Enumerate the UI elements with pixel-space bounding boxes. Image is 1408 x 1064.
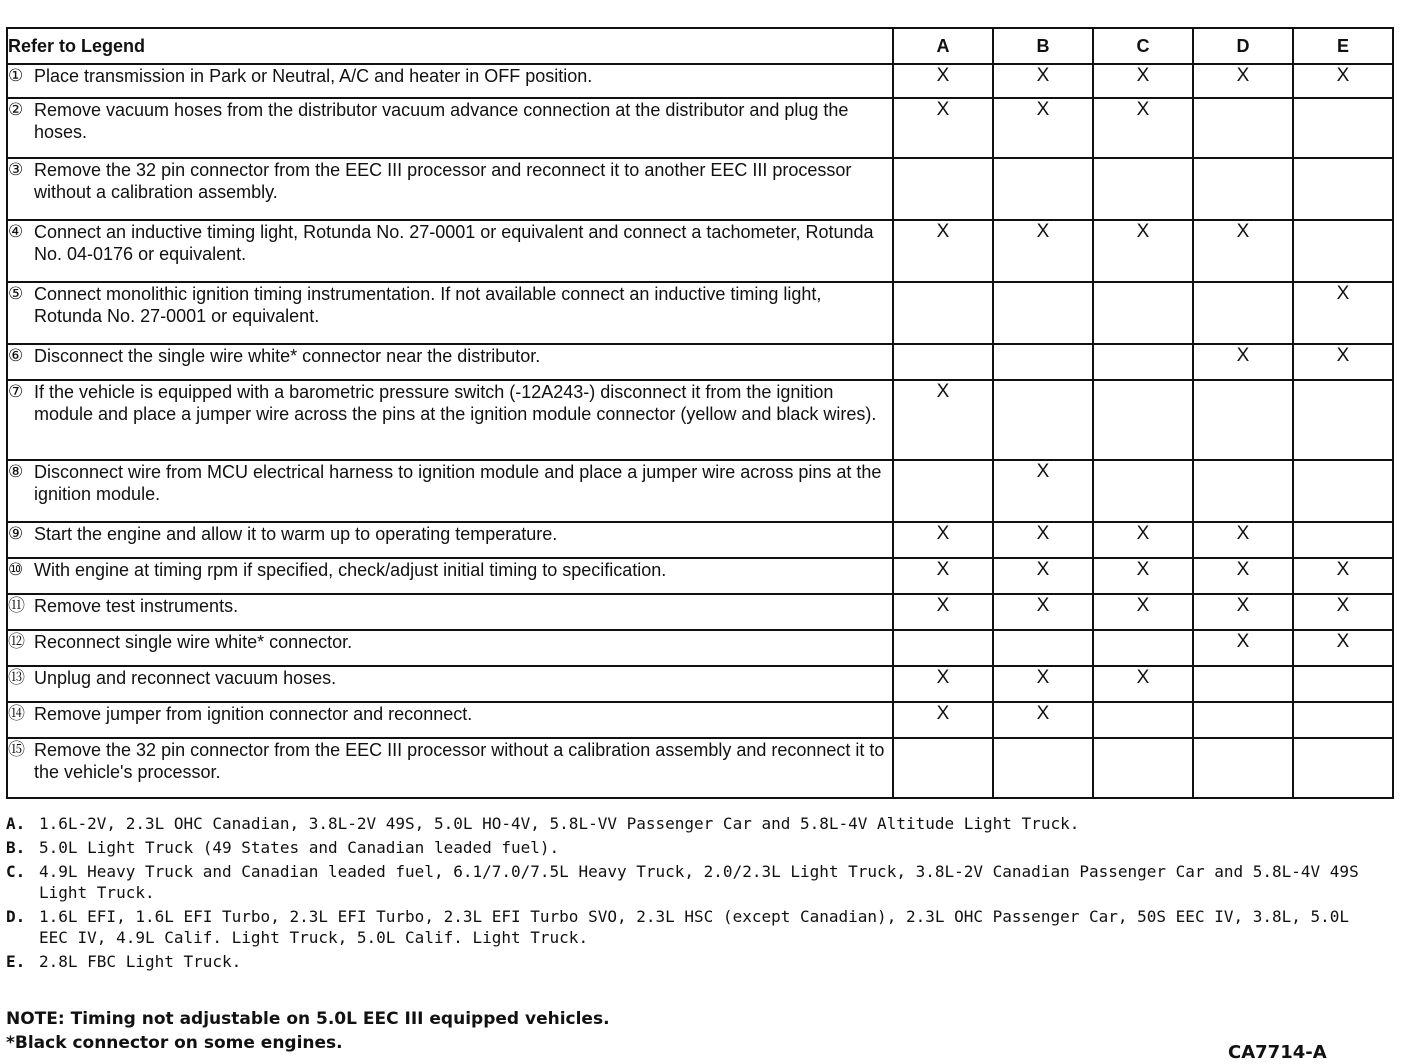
column-header-e: E [1293, 28, 1393, 64]
legend-text: 1.6L-2V, 2.3L OHC Canadian, 3.8L-2V 49S, 5.0L HO-4V, 5.8L-VV Passenger Car and 5.8L-4V Altitude Light Truck. [39, 814, 1080, 833]
mark-cell-e [1293, 702, 1393, 738]
step-text: Reconnect single wire white* connector. [34, 632, 353, 652]
step-cell [7, 630, 893, 666]
mark-cell-d [1193, 460, 1293, 522]
mark-cell-c: X [1093, 522, 1193, 558]
column-header-d: D [1193, 28, 1293, 64]
mark-cell-a: X [893, 380, 993, 460]
legend [6, 813, 1386, 975]
step-text: If the vehicle is equipped with a barometric pressure switch (-12A243-) disconnect it from the ignition module and place a jumper wire across the pins at the ignition module connector (yellow and black wires). [34, 382, 877, 424]
mark-cell-b: X [993, 522, 1093, 558]
mark-cell-c [1093, 158, 1193, 220]
mark-cell-a [893, 630, 993, 666]
mark-cell-b [993, 158, 1093, 220]
mark-cell-a [893, 460, 993, 522]
mark-cell-e: X [1293, 282, 1393, 344]
mark-cell-d: X [1193, 594, 1293, 630]
step-number: ⑪ [8, 596, 25, 615]
legend-item [6, 837, 1386, 858]
step-cell [7, 666, 893, 702]
mark-cell-c: X [1093, 666, 1193, 702]
mark-cell-e: X [1293, 344, 1393, 380]
mark-cell-d: X [1193, 522, 1293, 558]
timing-procedure-table [6, 27, 1394, 799]
mark-cell-b: X [993, 702, 1093, 738]
mark-cell-d: X [1193, 558, 1293, 594]
step-cell [7, 522, 893, 558]
mark-cell-b: X [993, 220, 1093, 282]
mark-cell-c [1093, 630, 1193, 666]
step-number: ⑮ [8, 740, 25, 759]
mark-cell-d: X [1193, 630, 1293, 666]
mark-cell-c: X [1093, 64, 1193, 98]
step-number: ③ [8, 160, 24, 179]
mark-cell-d: X [1193, 64, 1293, 98]
mark-cell-b: X [993, 460, 1093, 522]
mark-cell-c: X [1093, 98, 1193, 158]
notes [6, 1007, 610, 1055]
mark-cell-e: X [1293, 594, 1393, 630]
mark-cell-e [1293, 666, 1393, 702]
table-row [7, 344, 1393, 380]
legend-item [6, 813, 1386, 834]
table-row [7, 158, 1393, 220]
step-number: ⑧ [8, 462, 24, 481]
mark-cell-e [1293, 98, 1393, 158]
mark-cell-a [893, 158, 993, 220]
mark-cell-e [1293, 522, 1393, 558]
step-text: Remove the 32 pin connector from the EEC III processor without a calibration assembly and reconnect it to the vehicle's processor. [34, 740, 885, 782]
table-header-row [7, 28, 1393, 64]
step-cell [7, 220, 893, 282]
mark-cell-b: X [993, 594, 1093, 630]
step-text: Disconnect the single wire white* connector near the distributor. [34, 346, 541, 366]
mark-cell-b [993, 738, 1093, 798]
legend-letter: A. [6, 814, 26, 833]
step-number: ① [8, 66, 24, 85]
table-row [7, 220, 1393, 282]
legend-text: 4.9L Heavy Truck and Canadian leaded fuel, 6.1/7.0/7.5L Heavy Truck, 2.0/2.3L Light Truck, 3.8L-2V Canadian Passenger Car and 5.8L-4V 49S Light Truck. [39, 862, 1359, 902]
mark-cell-e [1293, 220, 1393, 282]
mark-cell-a: X [893, 64, 993, 98]
step-cell [7, 558, 893, 594]
mark-cell-a: X [893, 220, 993, 282]
mark-cell-a [893, 738, 993, 798]
mark-cell-c [1093, 738, 1193, 798]
table-row [7, 558, 1393, 594]
step-cell [7, 702, 893, 738]
table-row [7, 282, 1393, 344]
table-row [7, 380, 1393, 460]
table-row [7, 64, 1393, 98]
mark-cell-b [993, 344, 1093, 380]
mark-cell-b: X [993, 666, 1093, 702]
step-number: ⑤ [8, 284, 24, 303]
table-row [7, 630, 1393, 666]
mark-cell-c [1093, 702, 1193, 738]
legend-letter: B. [6, 838, 26, 857]
step-cell [7, 98, 893, 158]
step-number: ⑬ [8, 668, 25, 687]
mark-cell-e: X [1293, 64, 1393, 98]
step-text: Remove the 32 pin connector from the EEC III processor and reconnect it to another EEC III processor without a calibration assembly. [34, 160, 852, 202]
mark-cell-c [1093, 380, 1193, 460]
mark-cell-e [1293, 738, 1393, 798]
step-number: ⑭ [8, 704, 25, 723]
legend-item [6, 906, 1386, 948]
step-text: Place transmission in Park or Neutral, A/C and heater in OFF position. [34, 66, 593, 86]
legend-text: 5.0L Light Truck (49 States and Canadian leaded fuel). [39, 838, 560, 857]
column-header-c: C [1093, 28, 1193, 64]
figure-code: CA7714-A [1228, 1042, 1327, 1063]
steps-body [7, 64, 1393, 798]
mark-cell-d [1193, 282, 1293, 344]
mark-cell-c: X [1093, 594, 1193, 630]
mark-cell-d [1193, 380, 1293, 460]
step-number: ④ [8, 222, 24, 241]
mark-cell-c [1093, 344, 1193, 380]
step-cell [7, 282, 893, 344]
legend-text: 1.6L EFI, 1.6L EFI Turbo, 2.3L EFI Turbo, 2.3L EFI Turbo SVO, 2.3L HSC (except Canadian), 2.3L OHC Passenger Car, 50S EEC IV, 3.8L, 5.0L EEC IV, 4.9L Calif. Light Truck, 5.0L Calif. Light Truck. [39, 907, 1350, 947]
mark-cell-a: X [893, 522, 993, 558]
step-cell [7, 158, 893, 220]
mark-cell-b [993, 380, 1093, 460]
table-row [7, 738, 1393, 798]
step-text: Remove jumper from ignition connector and reconnect. [34, 704, 473, 724]
step-number: ⑨ [8, 524, 24, 543]
mark-cell-a [893, 344, 993, 380]
step-text: Connect monolithic ignition timing instrumentation. If not available connect an inductive timing light, Rotunda No. 27-0001 or equivalent. [34, 284, 822, 326]
step-cell [7, 460, 893, 522]
step-text: With engine at timing rpm if specified, check/adjust initial timing to specification. [34, 560, 667, 580]
mark-cell-d [1193, 158, 1293, 220]
mark-cell-a: X [893, 594, 993, 630]
mark-cell-a [893, 282, 993, 344]
mark-cell-e: X [1293, 558, 1393, 594]
footnote-text: *Black connector on some engines. [6, 1033, 343, 1053]
step-text: Connect an inductive timing light, Rotunda No. 27-0001 or equivalent and connect a tachometer, Rotunda No. 04-0176 or equivalent. [34, 222, 874, 264]
table-row [7, 522, 1393, 558]
table-row [7, 702, 1393, 738]
step-cell [7, 380, 893, 460]
mark-cell-b: X [993, 558, 1093, 594]
mark-cell-d: X [1193, 220, 1293, 282]
legend-letter: D. [6, 907, 26, 926]
column-header-a: A [893, 28, 993, 64]
step-cell [7, 344, 893, 380]
mark-cell-a: X [893, 702, 993, 738]
refer-to-legend-header: Refer to Legend [7, 28, 893, 64]
step-cell [7, 738, 893, 798]
legend-text: 2.8L FBC Light Truck. [39, 952, 242, 971]
step-text: Disconnect wire from MCU electrical harness to ignition module and place a jumper wire across pins at the ignition module. [34, 462, 882, 504]
legend-letter: C. [6, 862, 26, 881]
column-header-b: B [993, 28, 1093, 64]
mark-cell-e [1293, 158, 1393, 220]
step-number: ⑥ [8, 346, 24, 365]
mark-cell-c [1093, 282, 1193, 344]
mark-cell-c: X [1093, 220, 1193, 282]
step-number: ⑦ [8, 382, 24, 401]
step-number: ② [8, 100, 24, 119]
mark-cell-c: X [1093, 558, 1193, 594]
mark-cell-b: X [993, 98, 1093, 158]
step-text: Start the engine and allow it to warm up to operating temperature. [34, 524, 558, 544]
table-row [7, 98, 1393, 158]
table-row [7, 594, 1393, 630]
mark-cell-a: X [893, 98, 993, 158]
step-cell [7, 594, 893, 630]
step-text: Remove test instruments. [34, 596, 239, 616]
mark-cell-d [1193, 702, 1293, 738]
mark-cell-b [993, 282, 1093, 344]
mark-cell-a: X [893, 558, 993, 594]
mark-cell-b [993, 630, 1093, 666]
step-number: ⑩ [8, 560, 24, 579]
mark-cell-d [1193, 666, 1293, 702]
mark-cell-a: X [893, 666, 993, 702]
mark-cell-d [1193, 738, 1293, 798]
step-text: Unplug and reconnect vacuum hoses. [34, 668, 337, 688]
mark-cell-e [1293, 380, 1393, 460]
mark-cell-d: X [1193, 344, 1293, 380]
legend-item [6, 861, 1386, 903]
table-row [7, 460, 1393, 522]
legend-letter: E. [6, 952, 26, 971]
step-cell [7, 64, 893, 98]
mark-cell-b: X [993, 64, 1093, 98]
step-number: ⑫ [8, 632, 25, 651]
mark-cell-e [1293, 460, 1393, 522]
mark-cell-c [1093, 460, 1193, 522]
mark-cell-e: X [1293, 630, 1393, 666]
step-text: Remove vacuum hoses from the distributor vacuum advance connection at the distributor and plug the hoses. [34, 100, 849, 142]
table-row [7, 666, 1393, 702]
mark-cell-d [1193, 98, 1293, 158]
legend-item [6, 951, 1386, 972]
note-text: NOTE: Timing not adjustable on 5.0L EEC III equipped vehicles. [6, 1009, 610, 1029]
